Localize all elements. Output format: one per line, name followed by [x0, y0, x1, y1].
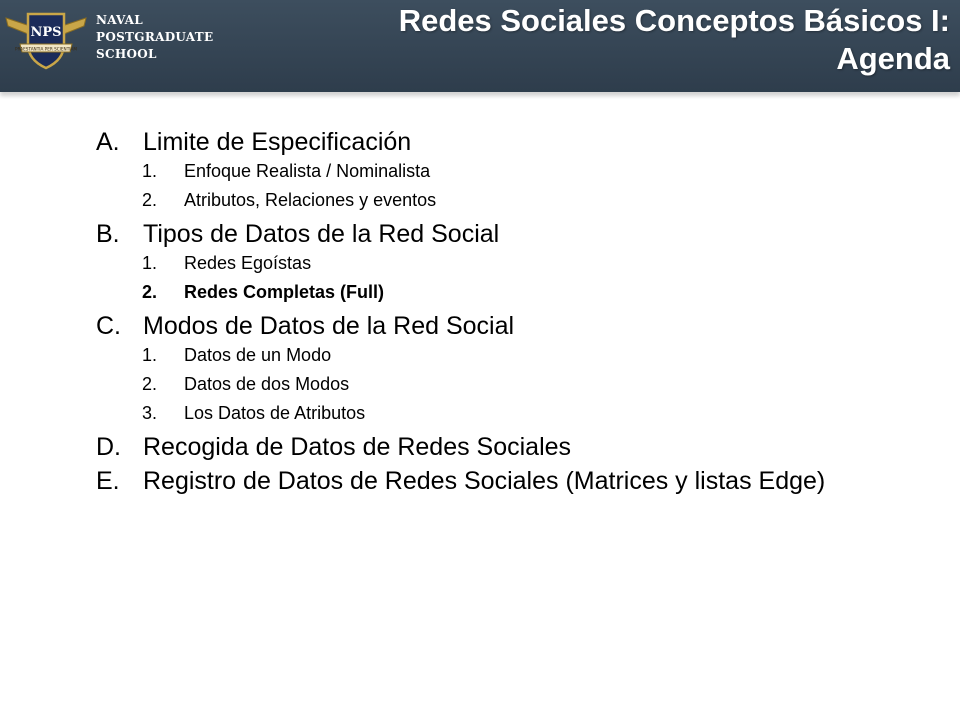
school-name-line: POSTGRADUATE [96, 29, 214, 44]
school-logo [4, 4, 213, 70]
agenda-item-letter: D. [96, 433, 121, 461]
agenda-item-text: Modos de Datos de la Red Social [143, 312, 515, 340]
school-name-line: SCHOOL [96, 46, 157, 61]
agenda-item-letter: A. [96, 128, 120, 156]
slide-title-line-2: Agenda [836, 41, 950, 76]
agenda-item [96, 311, 886, 341]
agenda-subitem-text: Atributos, Relaciones y eventos [184, 190, 437, 210]
agenda-item-text: Registro de Datos de Redes Sociales (Matrices y listas Edge) [143, 467, 826, 495]
agenda-sublist [142, 345, 886, 423]
slide-title [230, 2, 950, 78]
agenda-subitem [142, 161, 886, 181]
agenda-item [96, 127, 886, 157]
agenda-item-letter: E. [96, 467, 120, 495]
agenda-item [96, 219, 886, 249]
agenda-item-text: Recogida de Datos de Redes Sociales [143, 433, 572, 461]
svg-text:PRAESTANTIA PER SCIENTIAM: PRAESTANTIA PER SCIENTIAM [15, 46, 77, 52]
agenda-list [96, 127, 886, 500]
agenda-subitem [142, 345, 886, 365]
agenda-item-letter: C. [96, 312, 121, 340]
agenda-subitem-text: Redes Completas (Full) [184, 282, 385, 302]
agenda-item [96, 466, 886, 496]
slide-title-line-1: Redes Sociales Conceptos Básicos I: [398, 3, 950, 38]
agenda-subitem-text: Los Datos de Atributos [184, 403, 366, 423]
agenda-subitem-number: 1. [142, 161, 158, 181]
agenda-subitem-current [142, 282, 886, 302]
svg-text:NPS: NPS [30, 25, 62, 40]
agenda-subitem-text: Datos de un Modo [184, 345, 332, 365]
agenda-subitem [142, 374, 886, 394]
school-name [96, 12, 213, 63]
agenda-subitem-number: 3. [142, 403, 158, 423]
school-name-line: NAVAL [96, 12, 144, 27]
agenda-item-letter: B. [96, 220, 120, 248]
agenda-subitem-number: 1. [142, 253, 158, 273]
agenda-item-text: Tipos de Datos de la Red Social [143, 220, 500, 248]
agenda-item-text: Limite de Especificación [143, 128, 412, 156]
agenda-subitem [142, 253, 886, 273]
agenda-sublist [142, 161, 886, 210]
agenda-subitem-text: Enfoque Realista / Nominalista [184, 161, 431, 181]
agenda-subitem-number: 1. [142, 345, 158, 365]
nps-seal-icon [4, 4, 88, 70]
header-bar [0, 0, 960, 92]
agenda-subitem-number: 2. [142, 374, 158, 394]
agenda-sublist [142, 253, 886, 302]
agenda-subitem-text: Datos de dos Modos [184, 374, 350, 394]
agenda-subitem-number: 2. [142, 190, 158, 210]
agenda-subitem [142, 190, 886, 210]
agenda-subitem-text: Redes Egoístas [184, 253, 312, 273]
agenda-subitem [142, 403, 886, 423]
agenda-subitem-number: 2. [142, 282, 158, 302]
agenda-item [96, 432, 886, 462]
